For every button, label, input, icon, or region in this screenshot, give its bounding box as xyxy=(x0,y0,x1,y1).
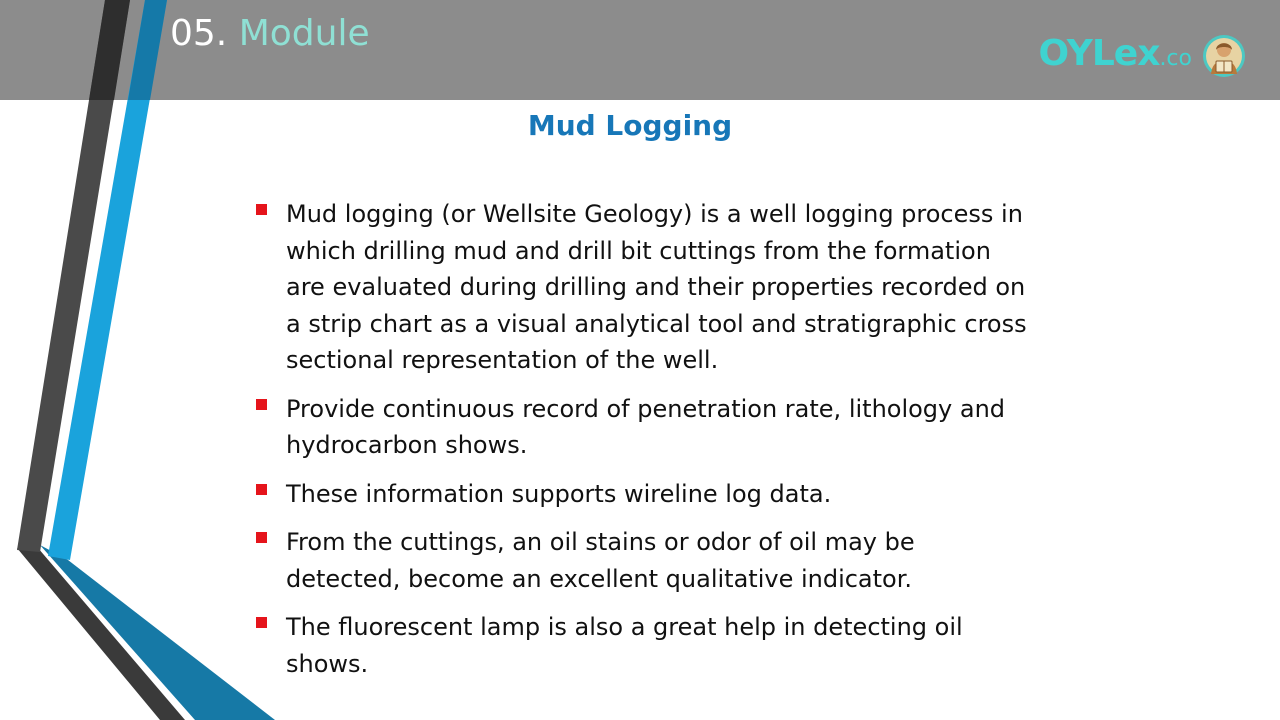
red-square-bullet-icon xyxy=(256,617,267,628)
bullet-item xyxy=(254,476,1034,513)
logo-text-suffix: .co xyxy=(1159,45,1192,71)
bullet-list xyxy=(254,196,1034,694)
brand-logo[interactable] xyxy=(1038,32,1246,80)
bullet-text: The fluorescent lamp is also a great help in detecting oil shows. xyxy=(286,613,963,678)
module-label: Module xyxy=(238,13,370,54)
lower-dark-band xyxy=(17,548,185,720)
slide-title: Mud Logging xyxy=(527,109,733,142)
red-square-bullet-icon xyxy=(256,399,267,410)
bullet-text: Mud logging (or Wellsite Geology) is a well logging process in which drilling mud and drill bit cuttings from the formation are evaluated during drilling and their properties recorded on a strip chart as a visual analytical tool and stratigraphic cross sectional representation of the well. xyxy=(286,200,1027,374)
bullet-text: Provide continuous record of penetration rate, lithology and hydrocarbon shows. xyxy=(286,394,1006,459)
lower-blue-band xyxy=(40,545,275,720)
red-square-bullet-icon xyxy=(256,204,267,215)
logo-text xyxy=(1038,30,1192,83)
bullet-item xyxy=(254,609,1034,682)
bullet-item xyxy=(254,196,1034,379)
bullet-text: These information supports wireline log data. xyxy=(286,479,832,508)
module-number: 05. xyxy=(170,13,228,54)
module-heading xyxy=(170,10,370,58)
red-square-bullet-icon xyxy=(256,484,267,495)
bullet-item xyxy=(254,524,1034,597)
logo-text-main: OYLex xyxy=(1038,32,1160,74)
red-square-bullet-icon xyxy=(256,532,267,543)
bullet-item xyxy=(254,391,1034,464)
reader-avatar-icon xyxy=(1202,34,1246,78)
bullet-text: From the cuttings, an oil stains or odor of oil may be detected, become an excellent qualitative indicator. xyxy=(286,528,915,593)
